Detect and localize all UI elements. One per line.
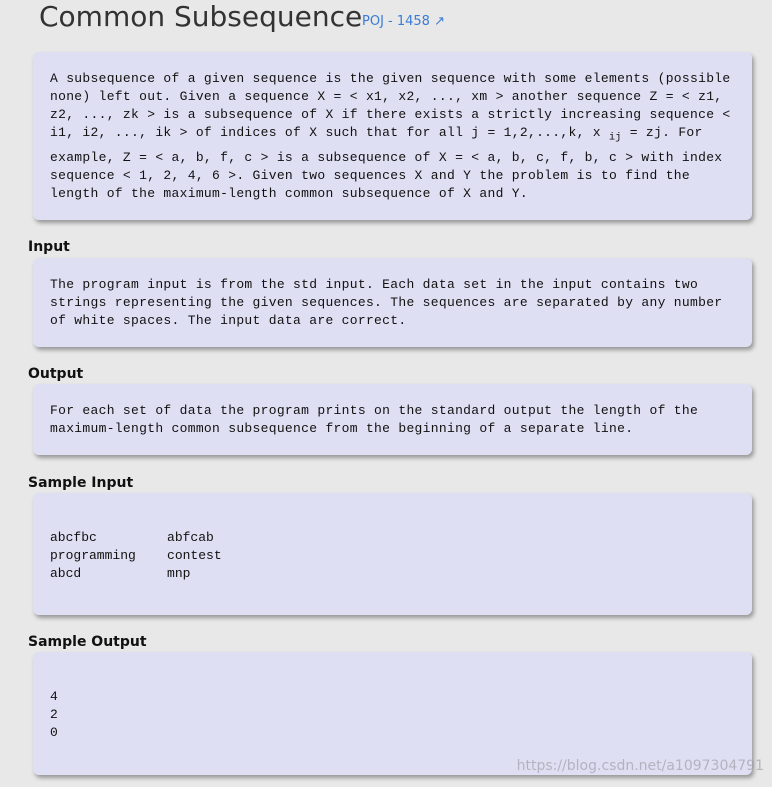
watermark: https://blog.csdn.net/a1097304791 [516, 758, 764, 774]
description-panel [33, 52, 752, 220]
input-line: The program input is from the std input. Each data set in the input contains two [50, 277, 699, 292]
external-link-icon: ↗ [434, 14, 445, 29]
description-line: none) left out. Given a sequence X = < x1, x2, ..., xm > another sequence Z = < z1, [50, 89, 723, 104]
output-line: maximum-length common subsequence from the beginning of a separate line. [50, 421, 634, 436]
input-heading: Input [28, 239, 70, 255]
page-title: Common Subsequence [39, 0, 363, 33]
output-heading: Output [28, 366, 84, 382]
description-line: length of the maximum-length common subsequence of X and Y. [50, 186, 528, 201]
subscript: ij [609, 132, 622, 144]
output-line: For each set of data the program prints on the standard output the length of the [50, 403, 699, 418]
sample-input-text: abcfbc abfcab programming contest abcd mnp [50, 530, 222, 581]
description-line: z2, ..., zk > is a subsequence of X if there exists a strictly increasing sequence < [50, 107, 731, 122]
sample-output-panel [33, 652, 752, 775]
input-panel [33, 258, 752, 347]
source-link-label: POJ - 1458 [362, 14, 430, 29]
sample-output-text: 4 2 0 [50, 689, 59, 740]
line-text: i1, i2, ..., ik > of indices of X such that for all j = 1,2,...,k, x [50, 125, 601, 140]
description-line: A subsequence of a given sequence is the given sequence with some elements (possible [50, 71, 731, 86]
sample-input-heading: Sample Input [28, 475, 134, 491]
sample-input-panel [33, 493, 752, 615]
input-line: strings representing the given sequences. The sequences are separated by any number [50, 295, 723, 310]
description-line: sequence < 1, 2, 4, 6 >. Given two sequences X and Y the problem is to find the [50, 168, 690, 183]
description-line [50, 124, 735, 149]
input-line: of white spaces. The input data are correct. [50, 313, 407, 328]
source-link[interactable] [362, 14, 445, 29]
description-line: example, Z = < a, b, f, c > is a subsequence of X = < a, b, c, f, b, c > with index [50, 150, 723, 165]
output-panel [33, 384, 752, 455]
line-tail: = zj. For [621, 125, 703, 140]
sample-output-heading: Sample Output [28, 634, 147, 650]
